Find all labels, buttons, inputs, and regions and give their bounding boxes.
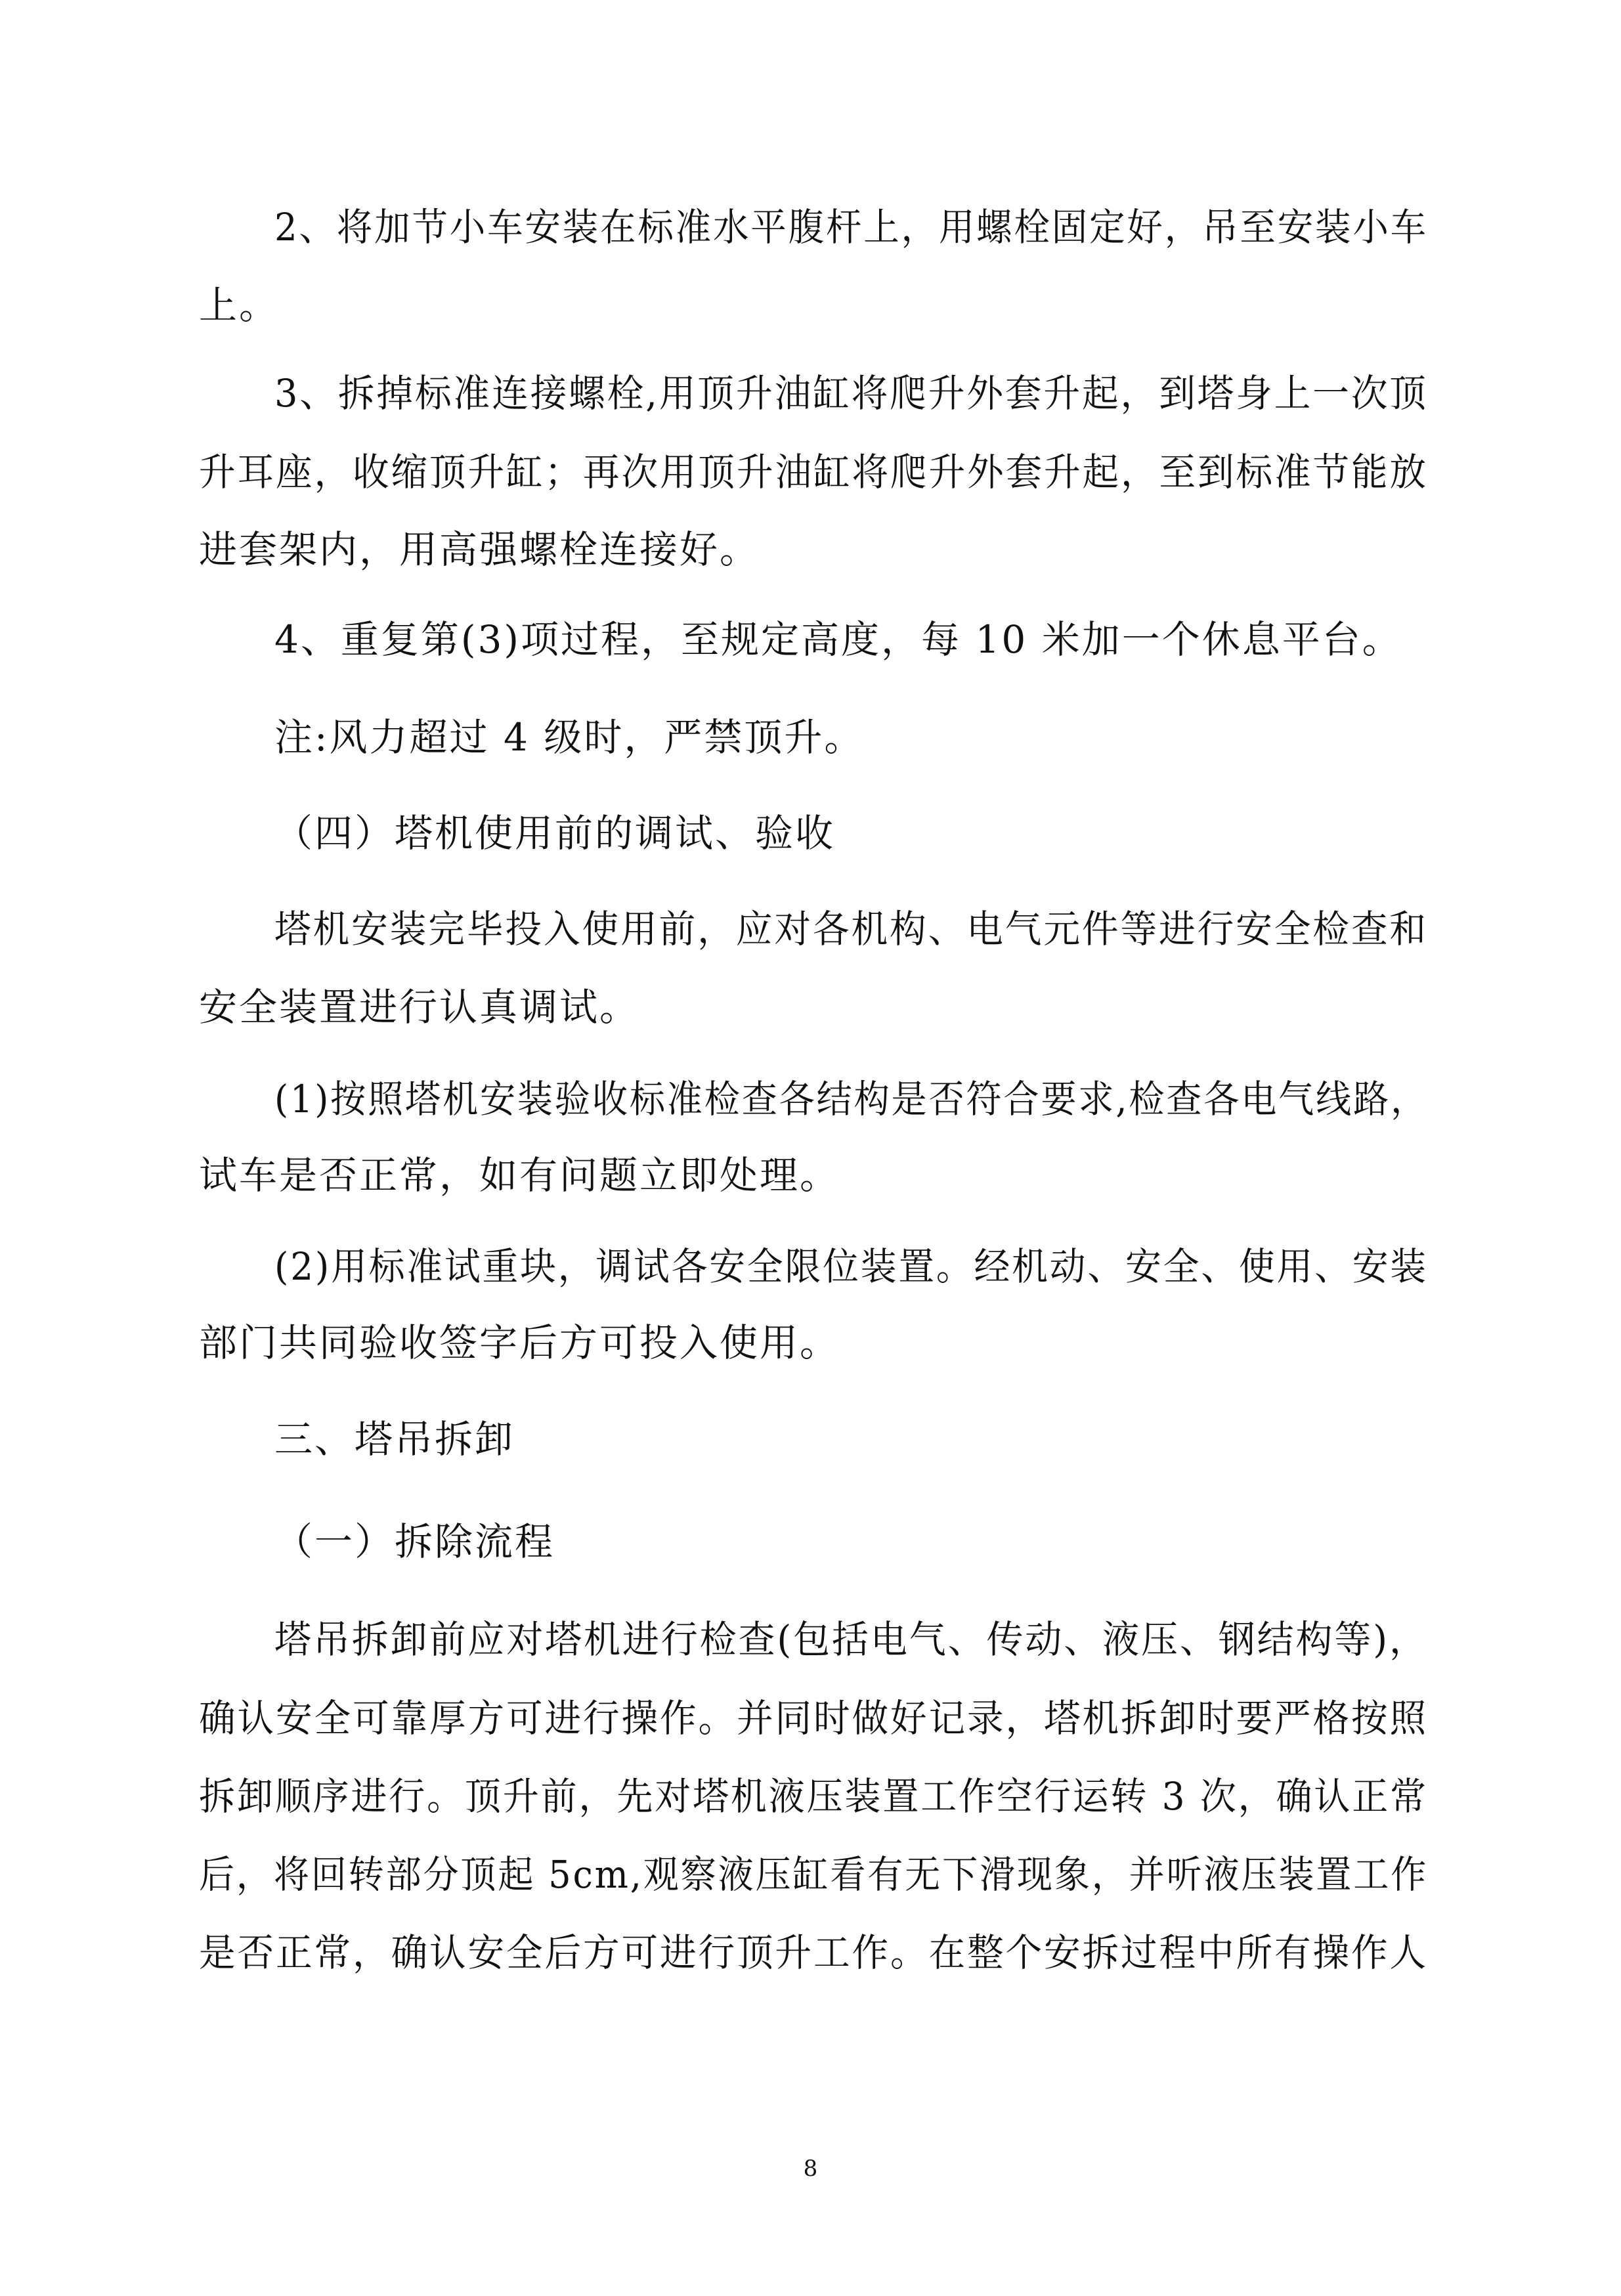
text-line: 部门共同验收签字后方可投入使用。 [199, 1320, 840, 1365]
text-line: 3、拆掉标准连接螺栓,用顶升油缸将爬升外套升起，到塔身上一次顶 [274, 371, 1428, 416]
text-line: (1)按照塔机安装验收标准检查各结构是否符合要求,检查各电气线路， [274, 1077, 1429, 1121]
text-line: (2)用标准试重块，调试各安全限位装置。经机动、安全、使用、安装 [274, 1244, 1428, 1289]
section-heading: （四）塔机使用前的调试、验收 [274, 811, 836, 856]
text-line: 升耳座，收缩顶升缸；再次用顶升油缸将爬升外套升起，至到标准节能放 [199, 450, 1428, 494]
text-line: 安全装置进行认真调试。 [199, 985, 640, 1029]
text-line: 拆卸顺序进行。顶升前，先对塔机液压装置工作空行运转 3 次，确认正常 [199, 1774, 1428, 1819]
text-line: 确认安全可靠厚方可进行操作。并同时做好记录，塔机拆卸时要严格按照 [199, 1696, 1428, 1741]
text-line: 试车是否正常，如有问题立即处理。 [199, 1153, 840, 1198]
text-line: 塔机安装完毕投入使用前，应对各机构、电气元件等进行安全检查和 [274, 907, 1428, 951]
text-line: 进套架内，用高强螺栓连接好。 [199, 527, 760, 572]
section-heading: （一）拆除流程 [274, 1519, 555, 1564]
text-line: 塔吊拆卸前应对塔机进行检查(包括电气、传动、液压、钢结构等)， [274, 1617, 1428, 1662]
text-line: 是否正常，确认安全后方可进行顶升工作。在整个安拆过程中所有操作人 [199, 1930, 1428, 1975]
text-line: 2、将加节小车安装在标准水平腹杆上，用螺栓固定好，吊至安装小车 [274, 205, 1428, 249]
text-line: 注:风力超过 4 级时，严禁顶升。 [274, 715, 865, 760]
text-line: 上。 [199, 283, 280, 328]
section-heading: 三、塔吊拆卸 [274, 1417, 515, 1462]
text-line: 4、重复第(3)项过程，至规定高度，每 10 米加一个休息平台。 [274, 617, 1402, 662]
page-number: 8 [803, 2155, 818, 2182]
text-line: 后，将回转部分顶起 5cm,观察液压缸看有无下滑现象，并听液压装置工作 [199, 1852, 1429, 1897]
